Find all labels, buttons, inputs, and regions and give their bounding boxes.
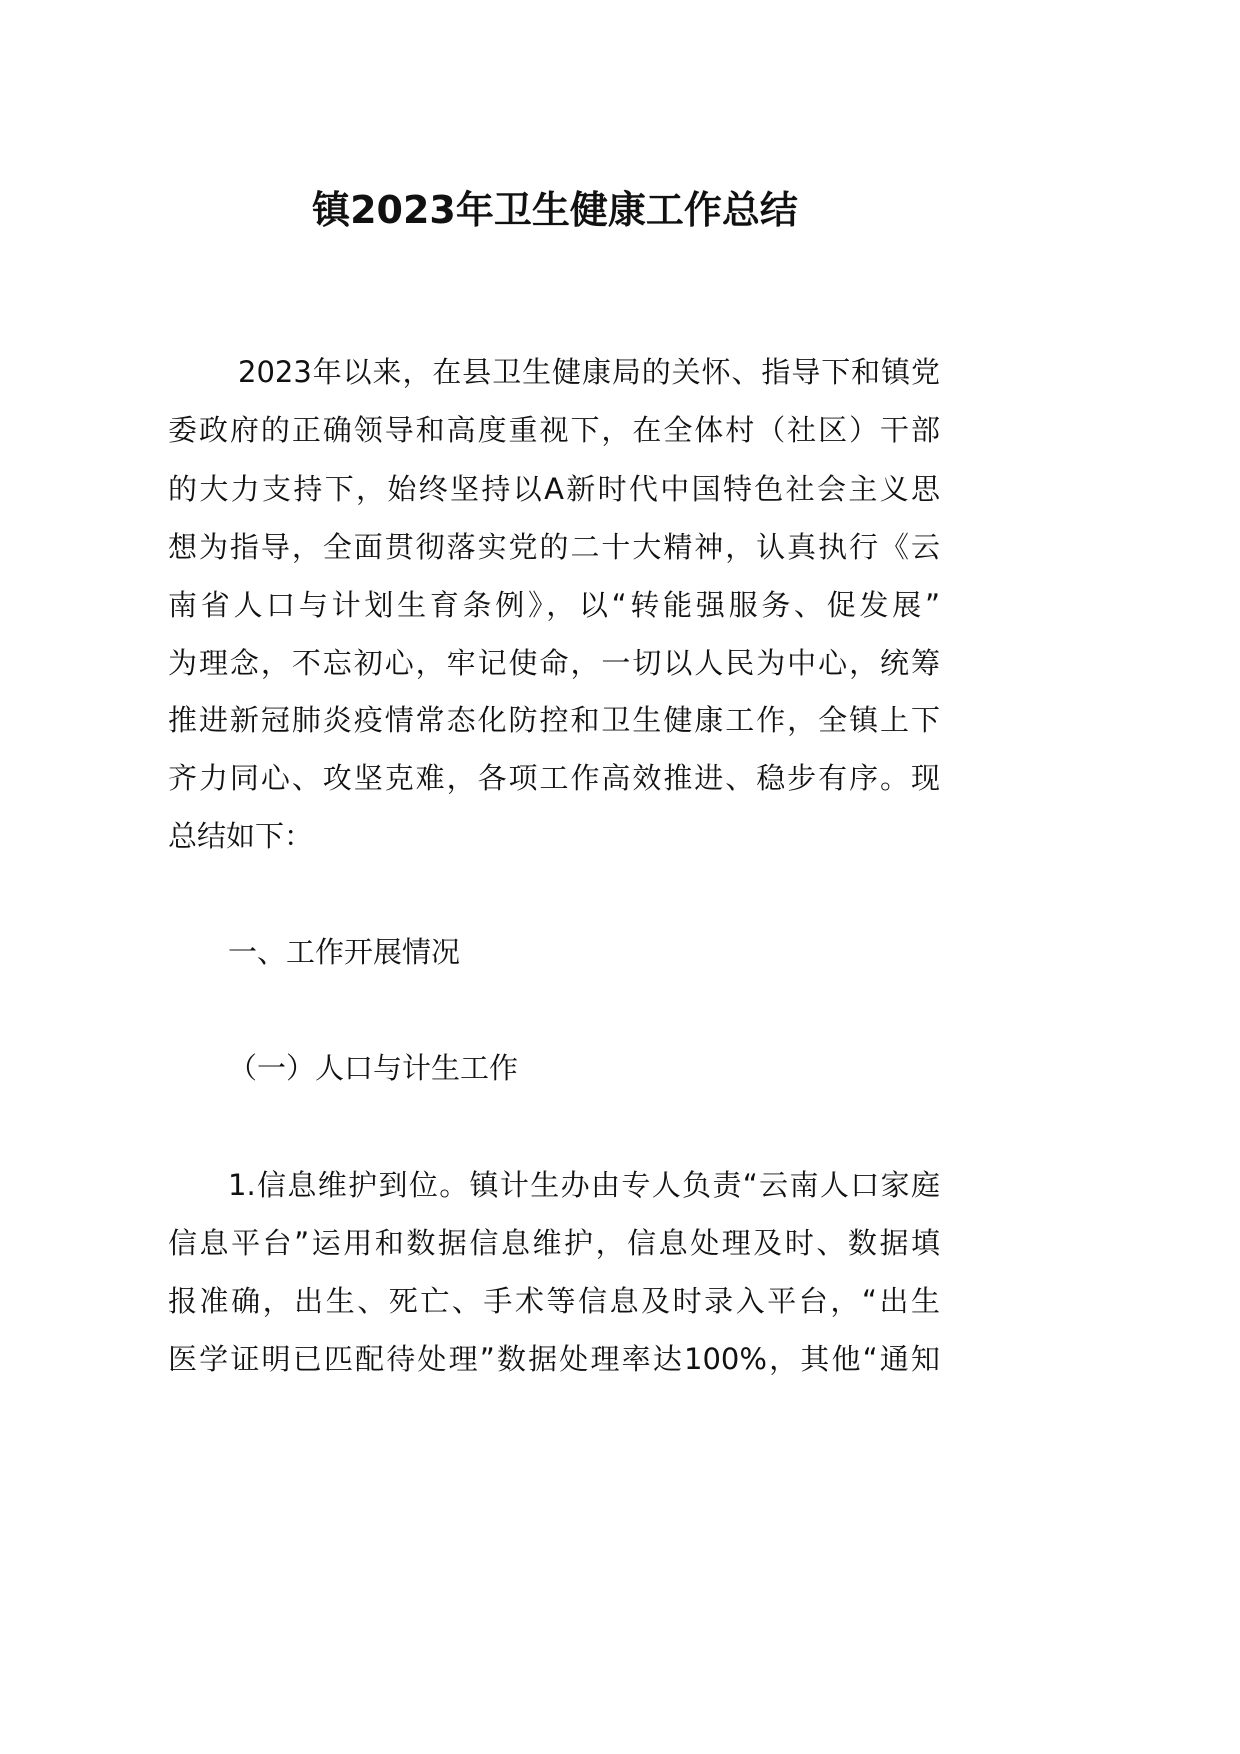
- paragraph-line: 的大力支持下，始终坚持以A新时代中国特色社会主义思: [168, 472, 940, 506]
- paragraph-line: 委政府的正确领导和高度重视下，在全体村（社区）干部: [168, 413, 940, 447]
- paragraph-line: 信息平台”运用和数据信息维护，信息处理及时、数据填: [168, 1226, 940, 1260]
- paragraph-line: 齐力同心、攻坚克难，各项工作高效推进、稳步有序。现: [168, 761, 940, 795]
- document-title: 镇2023年卫生健康工作总结: [312, 188, 798, 232]
- paragraph-line: 报准确，出生、死亡、手术等信息及时录入平台，“出生: [168, 1284, 940, 1318]
- paragraph-line: 1.信息维护到位。镇计生办由专人负责“云南人口家庭: [228, 1168, 940, 1202]
- paragraph-line: 总结如下：: [168, 819, 314, 853]
- subsection-heading: （一）人口与计生工作: [228, 1051, 519, 1085]
- paragraph-line: 推进新冠肺炎疫情常态化防控和卫生健康工作，全镇上下: [168, 703, 940, 737]
- section-heading: 一、工作开展情况: [228, 935, 461, 969]
- paragraph-line: 2023年以来，在县卫生健康局的关怀、指导下和镇党: [238, 355, 940, 389]
- paragraph-line: 医学证明已匹配待处理”数据处理率达100%，其他“通知: [168, 1342, 940, 1376]
- paragraph-line: 为理念，不忘初心，牢记使命，一切以人民为中心，统筹: [168, 646, 940, 680]
- paragraph-line: 想为指导，全面贯彻落实党的二十大精神，认真执行《云: [168, 530, 940, 564]
- paragraph-line: 南省人口与计划生育条例》，以“转能强服务、促发展”: [168, 588, 940, 622]
